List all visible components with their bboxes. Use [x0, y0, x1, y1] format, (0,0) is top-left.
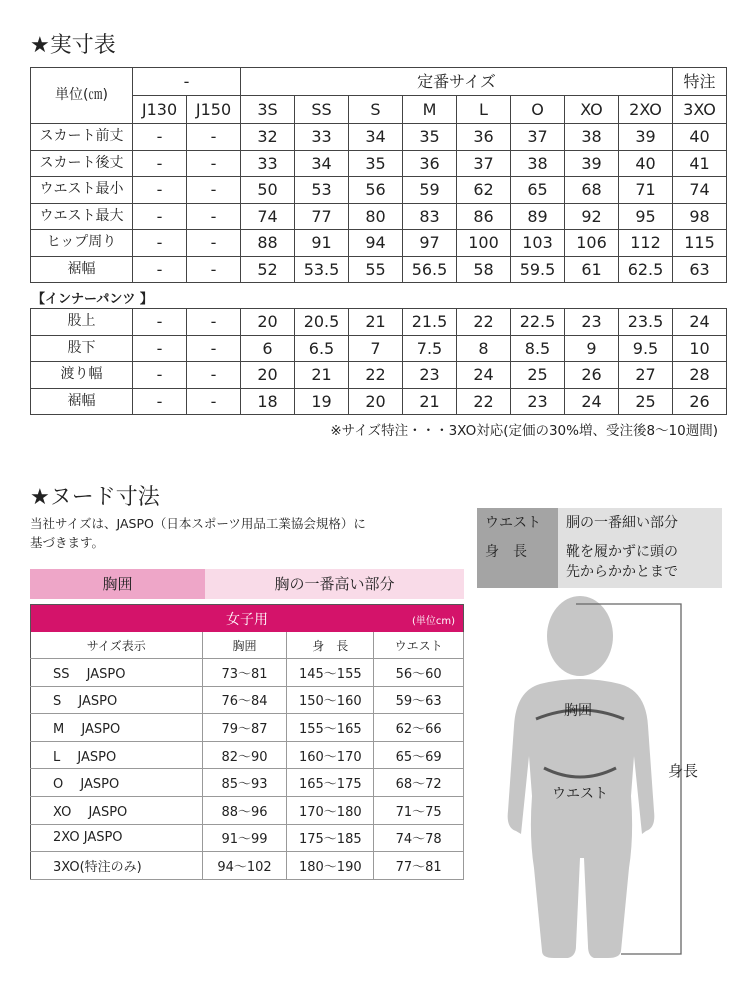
height-cell: 180～190 — [287, 852, 374, 880]
table-cell: 68 — [565, 177, 619, 204]
row-label: スカート前丈 — [31, 124, 133, 151]
table-cell: 37 — [457, 150, 511, 177]
table-row — [31, 388, 727, 415]
table-cell: 33 — [241, 150, 295, 177]
table-cell: 25 — [619, 388, 673, 415]
size-cell: O JASPO — [31, 769, 203, 797]
nude-header-1: 胸囲 — [202, 632, 287, 659]
table-row — [31, 309, 727, 336]
table-cell: 98 — [673, 203, 727, 230]
table-cell: 24 — [673, 309, 727, 336]
inner-pants-table — [30, 308, 727, 415]
height-desc — [558, 538, 722, 582]
table-cell: 52 — [241, 256, 295, 283]
unit-label: 単位(㎝) — [31, 68, 133, 124]
size-header-3: SS — [295, 96, 349, 124]
size-cell: S JASPO — [31, 686, 203, 714]
table-cell: 26 — [673, 388, 727, 415]
table-cell: 19 — [295, 388, 349, 415]
measurement-title: ★実寸表 — [30, 33, 116, 58]
table-cell: 8 — [457, 335, 511, 362]
body-figure — [496, 596, 736, 966]
table-row — [31, 796, 464, 824]
size-header-2: 3S — [241, 96, 295, 124]
nude-header-2: 身 長 — [287, 632, 374, 659]
height-desc-1: 靴を履かずに頭の — [566, 544, 678, 560]
table-cell: 10 — [673, 335, 727, 362]
height-cell: 175～185 — [287, 824, 374, 852]
table-row — [31, 230, 727, 257]
female-title — [31, 605, 464, 633]
table-cell: 39 — [619, 124, 673, 151]
chest-label: 胸囲 — [30, 569, 205, 599]
size-cell: SS JASPO — [31, 659, 203, 687]
table-cell: - — [133, 309, 187, 336]
table-cell: 94 — [349, 230, 403, 257]
row-label: スカート後丈 — [31, 150, 133, 177]
table-row — [31, 335, 727, 362]
table-cell: - — [187, 124, 241, 151]
table-row — [31, 824, 464, 852]
table-cell: 26 — [565, 362, 619, 389]
table-cell: - — [133, 230, 187, 257]
height-cell: 145～155 — [287, 659, 374, 687]
table-cell: 7.5 — [403, 335, 457, 362]
table-cell: 38 — [565, 124, 619, 151]
table-cell: 21.5 — [403, 309, 457, 336]
table-cell: 33 — [295, 124, 349, 151]
table-cell: 22 — [457, 388, 511, 415]
waist-cell: 71～75 — [374, 796, 464, 824]
table-row — [31, 741, 464, 769]
height-cell: 170～180 — [287, 796, 374, 824]
table-cell: 7 — [349, 335, 403, 362]
size-cell: XO JASPO — [31, 796, 203, 824]
table-cell: 62 — [457, 177, 511, 204]
size-header-8: XO — [565, 96, 619, 124]
waist-cell: 68～72 — [374, 769, 464, 797]
table-cell: 20 — [241, 309, 295, 336]
size-header-0: J130 — [133, 96, 187, 124]
table-cell: 59.5 — [511, 256, 565, 283]
table-cell: 22 — [457, 309, 511, 336]
size-cell: 3XO(特注のみ) — [31, 852, 203, 880]
waist-cell: 74～78 — [374, 824, 464, 852]
table-cell: 36 — [457, 124, 511, 151]
table-cell: - — [187, 203, 241, 230]
height-label: 身 長 — [485, 544, 527, 560]
table-cell: - — [133, 335, 187, 362]
table-cell: 41 — [673, 150, 727, 177]
chest-cell: 85～93 — [202, 769, 287, 797]
group-standard: 定番サイズ — [241, 68, 673, 96]
table-cell: 23 — [511, 388, 565, 415]
size-cell: M JASPO — [31, 714, 203, 742]
table-cell: - — [187, 388, 241, 415]
table-cell: 18 — [241, 388, 295, 415]
table-cell: - — [133, 362, 187, 389]
table-cell: 34 — [349, 124, 403, 151]
table-cell: 23.5 — [619, 309, 673, 336]
table-cell: 97 — [403, 230, 457, 257]
table-cell: 83 — [403, 203, 457, 230]
row-label: 裾幅 — [31, 256, 133, 283]
table-cell: 61 — [565, 256, 619, 283]
chest-definition — [30, 569, 464, 599]
table-cell: 95 — [619, 203, 673, 230]
size-header-9: 2XO — [619, 96, 673, 124]
waist-cell: 77～81 — [374, 852, 464, 880]
special-order-note: ※サイズ特注・・・3XO対応(定価の30%増、受注後8～10週間) — [330, 423, 718, 439]
table-cell: 23 — [565, 309, 619, 336]
unit-note: (単位cm) — [411, 616, 455, 627]
table-row — [31, 124, 727, 151]
waist-cell: 59～63 — [374, 686, 464, 714]
table-cell: 20 — [241, 362, 295, 389]
table-cell: 25 — [511, 362, 565, 389]
chest-cell: 73～81 — [202, 659, 287, 687]
waist-cell: 65～69 — [374, 741, 464, 769]
nude-header-3: ウエスト — [374, 632, 464, 659]
table-cell: - — [133, 177, 187, 204]
table-cell: 35 — [403, 124, 457, 151]
table-cell: 39 — [565, 150, 619, 177]
table-cell: 80 — [349, 203, 403, 230]
table-cell: 23 — [403, 362, 457, 389]
table-cell: 74 — [241, 203, 295, 230]
nude-header-0: サイズ表示 — [31, 632, 203, 659]
table-cell: 92 — [565, 203, 619, 230]
table-row — [31, 769, 464, 797]
table-cell: 77 — [295, 203, 349, 230]
figure-height-label: 身長 — [668, 762, 699, 780]
chest-cell: 82～90 — [202, 741, 287, 769]
table-cell: 59 — [403, 177, 457, 204]
table-cell: 21 — [349, 309, 403, 336]
actual-size-table — [30, 67, 727, 283]
table-cell: - — [133, 203, 187, 230]
table-row — [31, 177, 727, 204]
table-cell: 38 — [511, 150, 565, 177]
waist-cell: 62～66 — [374, 714, 464, 742]
table-row — [31, 659, 464, 687]
figure-chest-label: 胸囲 — [564, 703, 592, 719]
table-row — [31, 714, 464, 742]
chest-cell: 76～84 — [202, 686, 287, 714]
chest-cell: 94～102 — [202, 852, 287, 880]
table-cell: 62.5 — [619, 256, 673, 283]
waist-height-definition — [477, 508, 722, 588]
table-cell: 91 — [295, 230, 349, 257]
size-header-7: O — [511, 96, 565, 124]
table-cell: 50 — [241, 177, 295, 204]
table-cell: - — [133, 150, 187, 177]
table-cell: 71 — [619, 177, 673, 204]
table-cell: 53.5 — [295, 256, 349, 283]
size-header-5: M — [403, 96, 457, 124]
table-cell: 22.5 — [511, 309, 565, 336]
table-cell: 74 — [673, 177, 727, 204]
table-cell: 40 — [673, 124, 727, 151]
table-cell: 6.5 — [295, 335, 349, 362]
table-cell: - — [187, 150, 241, 177]
table-row — [31, 256, 727, 283]
height-cell: 155～165 — [287, 714, 374, 742]
waist-cell: 56～60 — [374, 659, 464, 687]
table-cell: 9 — [565, 335, 619, 362]
table-cell: 24 — [565, 388, 619, 415]
row-label: 股下 — [31, 335, 133, 362]
waist-label: ウエスト — [485, 515, 541, 531]
nude-size-table — [30, 604, 464, 880]
table-cell: 40 — [619, 150, 673, 177]
desc-line-1: 当社サイズは、JASPO（日本スポーツ用品工業協会規格）に — [30, 516, 366, 531]
inner-pants-title: 【インナーパンツ 】 — [32, 292, 153, 307]
size-header-10: 3XO — [673, 96, 727, 124]
row-label: 裾幅 — [31, 388, 133, 415]
row-label: 渡り幅 — [31, 362, 133, 389]
table-cell: 112 — [619, 230, 673, 257]
table-cell: 37 — [511, 124, 565, 151]
chest-cell: 91～99 — [202, 824, 287, 852]
table-cell: - — [187, 362, 241, 389]
group-special: 特注 — [673, 68, 727, 96]
table-row — [31, 852, 464, 880]
table-cell: 28 — [673, 362, 727, 389]
chest-cell: 79～87 — [202, 714, 287, 742]
table-cell: - — [187, 177, 241, 204]
table-cell: - — [133, 388, 187, 415]
size-cell: 2XO JASPO — [31, 824, 203, 852]
table-cell: 32 — [241, 124, 295, 151]
table-cell: 56 — [349, 177, 403, 204]
table-cell: 24 — [457, 362, 511, 389]
figure-waist-label: ウエスト — [552, 786, 608, 802]
table-cell: 27 — [619, 362, 673, 389]
table-row — [31, 686, 464, 714]
table-cell: 56.5 — [403, 256, 457, 283]
table-cell: - — [133, 124, 187, 151]
table-cell: 115 — [673, 230, 727, 257]
table-cell: - — [133, 256, 187, 283]
table-cell: 89 — [511, 203, 565, 230]
table-cell: 55 — [349, 256, 403, 283]
table-cell: 6 — [241, 335, 295, 362]
size-header-1: J150 — [187, 96, 241, 124]
height-cell: 160～170 — [287, 741, 374, 769]
size-header-6: L — [457, 96, 511, 124]
row-label: ウエスト最小 — [31, 177, 133, 204]
table-cell: - — [187, 335, 241, 362]
table-cell: 88 — [241, 230, 295, 257]
table-cell: 65 — [511, 177, 565, 204]
jaspo-description — [30, 514, 366, 552]
table-cell: 86 — [457, 203, 511, 230]
table-cell: 20 — [349, 388, 403, 415]
nude-size-title: ★ヌード寸法 — [30, 485, 160, 510]
chest-cell: 88～96 — [202, 796, 287, 824]
table-cell: 9.5 — [619, 335, 673, 362]
size-cell: L JASPO — [31, 741, 203, 769]
table-cell: 53 — [295, 177, 349, 204]
table-cell: 21 — [403, 388, 457, 415]
row-label: ウエスト最大 — [31, 203, 133, 230]
height-cell: 165～175 — [287, 769, 374, 797]
table-cell: 36 — [403, 150, 457, 177]
height-cell: 150～160 — [287, 686, 374, 714]
table-cell: 8.5 — [511, 335, 565, 362]
table-cell: 21 — [295, 362, 349, 389]
table-cell: 35 — [349, 150, 403, 177]
table-cell: - — [187, 309, 241, 336]
table-cell: - — [187, 230, 241, 257]
desc-line-2: 基づきます。 — [30, 535, 105, 550]
table-cell: 106 — [565, 230, 619, 257]
row-label: ヒップ周り — [31, 230, 133, 257]
table-row — [31, 362, 727, 389]
table-cell: 58 — [457, 256, 511, 283]
group-dash: - — [133, 68, 241, 96]
chest-desc: 胸の一番高い部分 — [205, 569, 464, 599]
table-cell: 34 — [295, 150, 349, 177]
table-cell: 22 — [349, 362, 403, 389]
row-label: 股上 — [31, 309, 133, 336]
table-row — [31, 203, 727, 230]
table-cell: - — [187, 256, 241, 283]
female-title-text: 女子用 — [226, 611, 268, 628]
table-cell: 100 — [457, 230, 511, 257]
waist-desc: 胴の一番細い部分 — [566, 515, 678, 531]
table-cell: 63 — [673, 256, 727, 283]
height-desc-2: 先からかかとまで — [566, 564, 678, 580]
table-row — [31, 150, 727, 177]
table-cell: 103 — [511, 230, 565, 257]
table-cell: 20.5 — [295, 309, 349, 336]
size-header-4: S — [349, 96, 403, 124]
